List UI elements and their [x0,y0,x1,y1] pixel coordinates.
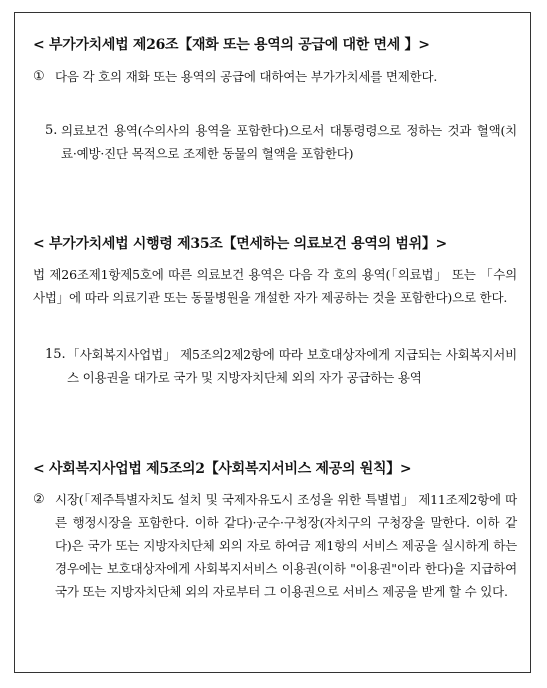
section3-clause-marker: ② [33,492,45,507]
section3-heading: < 사회복지사업법 제5조의2【사회복지서비스 제공의 원칙】> [33,461,412,477]
section3-clause-text: 시장(「제주특별자치도 설치 및 국제자유도시 조성을 위한 특별법」 제11조제2항에 따른 행정시장을 포함한다. 이하 같다)·군수·구청장(자치구의 구청장을 말한다. 이하 같다)은 국가 또는 지방자치단체 외의 자로 하여금 제1항의 서비스 제공을 실시하게 하는 경우에는 보호대상자에게 사회복지서비스 이용권(이하 "이용권"이라 한다)을 지급하여 국가 또는 지방자치단체 외의 자로부터 그 이용권으로 서비스 제공을 받게 할 수 있다. [55,492,517,599]
document-frame [14,12,531,673]
section2-item-marker: 15. [45,347,66,362]
section2-item-text: 「사회복지사업법」 제5조의2제2항에 따라 보호대상자에게 지급되는 사회복지서비스 이용권을 대가로 국가 및 지방자치단체 외의 자가 공급하는 용역 [67,347,517,385]
section2-heading: < 부가가치세법 시행령 제35조【면세하는 의료보건 용역의 범위】> [33,236,447,252]
section2-intro-text: 법 제26조제1항제5호에 따른 의료보건 용역은 다음 각 호의 용역(「의료법」 또는 「수의사법」에 따라 의료기관 또는 동물병원을 개설한 자가 제공하는 것을 포함한다)으로 한다. [33,267,517,305]
section1-item-marker: 5. [45,123,58,138]
section1-heading: < 부가가치세법 제26조【재화 또는 용역의 공급에 대한 면세 】> [33,37,430,53]
section1-clause-marker: ① [33,69,45,84]
section1-clause-text: 다음 각 호의 재화 또는 용역의 공급에 대하여는 부가가치세를 면제한다. [55,69,438,84]
section1-item-text: 의료보건 용역(수의사의 용역을 포함한다)으로서 대통령령으로 정하는 것과 혈액(치료·예방·진단 목적으로 조제한 동물의 혈액을 포함한다) [61,123,517,161]
